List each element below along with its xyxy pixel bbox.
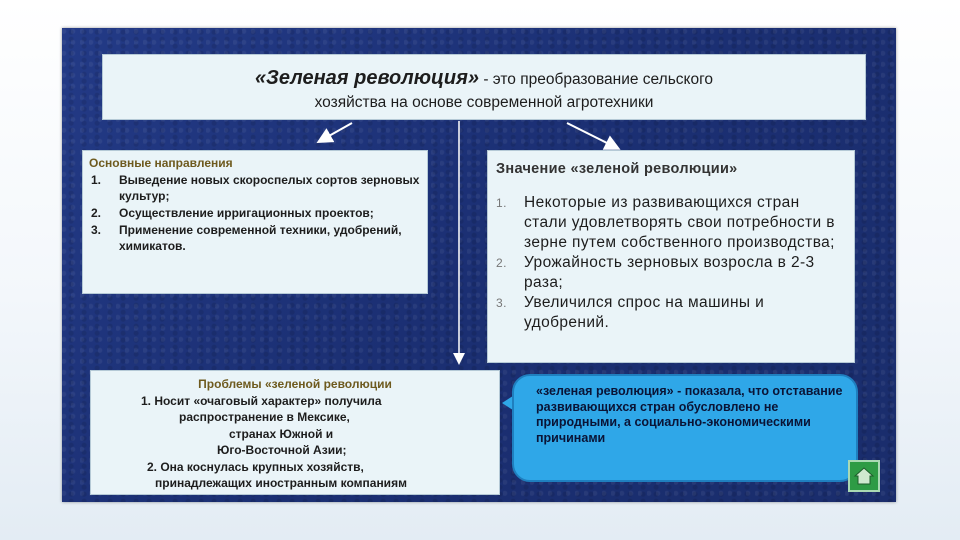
item-text: Осуществление ирригационных проектов;: [119, 206, 374, 220]
directions-heading: Основные направления: [89, 156, 233, 170]
definition-box: [102, 54, 866, 120]
problems-line: распространение в Мексике,: [179, 410, 350, 424]
problems-line: 2. Она коснулась крупных хозяйств,: [147, 459, 364, 474]
item-text: Некоторые из развивающихся стран стали удовлетворять свои потребности в зерне путем собственного производства;: [524, 194, 835, 251]
callout-text: «зеленая революция» - показала, что отставание развивающихся стран обусловлено не природными, а социально-экономическими причинами: [536, 384, 843, 445]
item-number: 2.: [91, 206, 102, 220]
definition-term: «Зеленая революция»: [254, 67, 480, 89]
directions-list: [89, 172, 421, 254]
list-item: [89, 205, 421, 221]
item-number: 2.: [496, 256, 507, 270]
item-number: 1.: [91, 173, 102, 187]
list-item: [89, 172, 421, 204]
significance-heading: Значение «зеленой революции»: [496, 161, 738, 177]
problems-line: странах Южной и: [229, 426, 334, 441]
definition-line-2: хозяйства на основе современной агротехники: [314, 94, 654, 111]
problems-heading: Проблемы «зеленой революции: [198, 377, 392, 391]
slide: [62, 28, 896, 502]
arrow-left: [320, 123, 352, 141]
problems-line: Юго-Восточной Азии;: [217, 443, 347, 457]
item-text: Применение современной техники, удобрений, химикатов.: [119, 223, 402, 253]
home-icon: [853, 466, 875, 486]
item-number: 3.: [91, 223, 102, 237]
significance-list: [496, 193, 846, 333]
definition-line-1: [103, 67, 865, 91]
significance-box: [487, 150, 855, 363]
conclusion-callout: [512, 374, 858, 482]
arrow-right: [567, 123, 617, 148]
problems-line: принадлежащих иностранным компаниям: [155, 476, 407, 490]
list-item: [89, 222, 421, 254]
item-text: Урожайность зерновых возросла в 2-3 раза;: [524, 254, 815, 291]
directions-box: [82, 150, 428, 294]
home-button[interactable]: [848, 460, 880, 492]
definition-text: - это преобразование сельского: [479, 71, 714, 88]
item-text: Увеличился спрос на машины и удобрений.: [524, 294, 765, 331]
problems-box: [90, 370, 500, 495]
item-text: Выведение новых скороспелых сортов зерновых культур;: [119, 173, 420, 203]
item-number: 3.: [496, 296, 507, 310]
list-item: [496, 193, 846, 253]
problems-line: 1. Носит «очаговый характер» получила: [141, 393, 382, 408]
list-item: [496, 293, 846, 333]
list-item: [496, 253, 846, 293]
item-number: 1.: [496, 196, 507, 210]
